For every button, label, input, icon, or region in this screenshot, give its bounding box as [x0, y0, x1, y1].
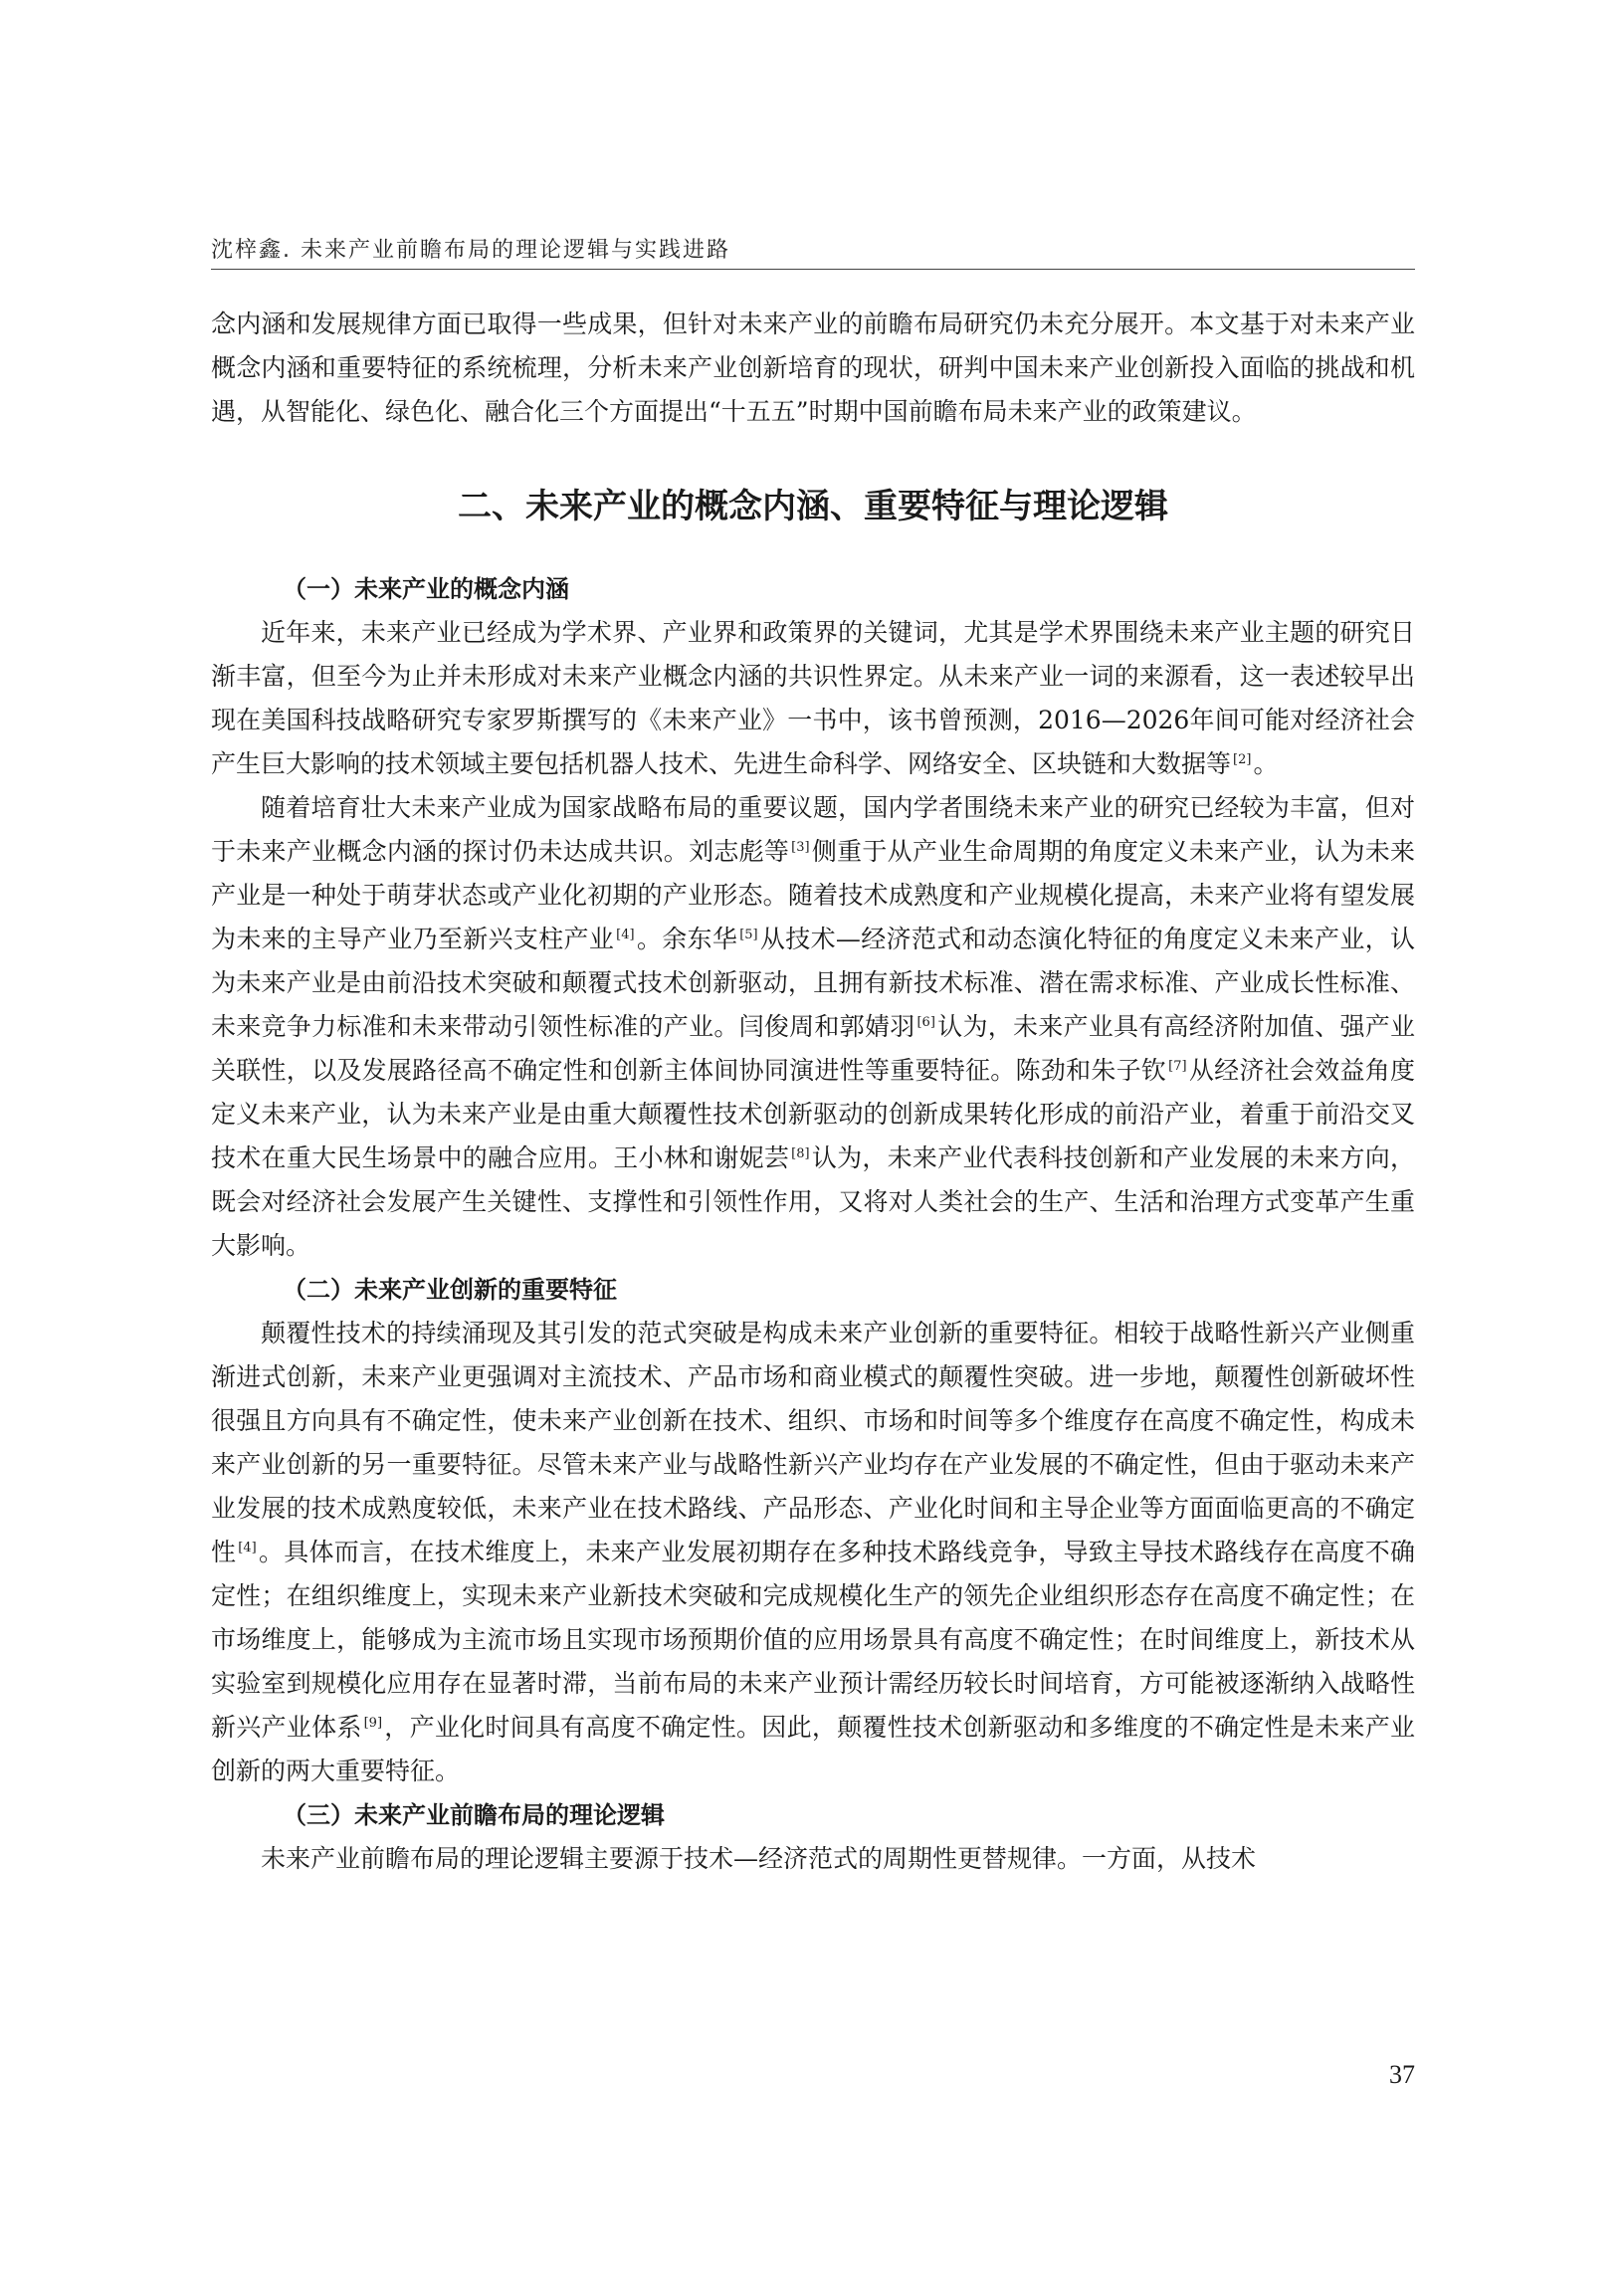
citation: [7]	[1168, 1058, 1187, 1074]
paragraph-features: 颠覆性技术的持续涌现及其引发的范式突破是构成未来产业创新的重要特征。相较于战略性新兴产业侧重渐进式创新，未来产业更强调对主流技术、产品市场和商业模式的颠覆性突破。进一步地，颠覆性创新破坏性很强且方向具有不确定性，使未来产业创新在技术、组织、市场和时间等多个维度存在高度不确定性，构成未来产业创新的另一重要特征。尽管未来产业与战略性新兴产业均存在产业发展的不确定性，但由于驱动未来产业发展的技术成熟度较低，未来产业在技术路线、产品形态、产业化时间和主导企业等方面面临更高的不确定性 [4]。具体而言，在技术维度上，未来产业发展初期存在多种技术路线竞争，导致主导技术路线存在高度不确定性；在组织维度上，实现未来产业新技术突破和完成规模化生产的领先企业组织形态存在高度不确定性；在市场维度上，能够成为主流市场且实现市场预期价值的应用场景具有高度不确定性；在时间维度上，新技术从实验室到规模化应用存在显著时滞，当前布局的未来产业预计需经历较长时间培育，方可能被逐渐纳入战略性新兴产业体系 [9]，产业化时间具有高度不确定性。因此，颠覆性技术创新驱动和多维度的不确定性是未来产业创新的两大重要特征。	[211, 1319, 1415, 1785]
citation: [2]	[1233, 751, 1252, 767]
paragraph-concept-2: 随着培育壮大未来产业成为国家战略布局的重要议题，国内学者围绕未来产业的研究已经较为丰富，但对于未来产业概念内涵的探讨仍未达成共识。刘志彪等 [3]侧重于从产业生命周期的角度定义未来产业，认为未来产业是一种处于萌芽状态或产业化初期的产业形态。随着技术成熟度和产业规模化提高，未来产业将有望发展为未来的主导产业乃至新兴支柱产业 [4]。余东华 [5]从技术—经济范式和动态演化特征的角度定义未来产业，认为未来产业是由前沿技术突破和颠覆式技术创新驱动，且拥有新技术标准、潜在需求标准、产业成长性标准、未来竞争力标准和未来带动引领性标准的产业。闫俊周和郭婧羽 [6]认为，未来产业具有高经济附加值、强产业关联性，以及发展路径高不确定性和创新主体间协同演进性等重要特征。陈劲和朱子钦 [7]从经济社会效益角度定义未来产业，认为未来产业是由重大颠覆性技术创新驱动的创新成果转化形成的前沿产业，着重于前沿交叉技术在重大民生场景中的融合应用。王小林和谢妮芸 [8]认为，未来产业代表科技创新和产业发展的未来方向，既会对经济社会发展产生关键性、支撑性和引领性作用，又将对人类社会的生产、生活和治理方式变革产生重大影响。	[211, 793, 1415, 1260]
intro-paragraph: 念内涵和发展规律方面已取得一些成果，但针对未来产业的前瞻布局研究仍未充分展开。本文基于对未来产业概念内涵和重要特征的系统梳理，分析未来产业创新培育的现状，研判中国未来产业创新投入面临的挑战和机遇，从智能化、绿色化、融合化三个方面提出“十五五”时期中国前瞻布局未来产业的政策建议。	[211, 310, 1415, 426]
section-title: 二、未来产业的概念内涵、重要特征与理论逻辑	[458, 487, 1168, 526]
page-body	[211, 303, 1415, 1881]
paragraph-logic: 未来产业前瞻布局的理论逻辑主要源于技术—经济范式的周期性更替规律。一方面，从技术	[261, 1844, 1257, 1873]
citation: [9]	[363, 1715, 383, 1731]
subsection-title-1: （一）未来产业的概念内涵	[283, 575, 569, 603]
running-head: 沈梓鑫. 未来产业前瞻布局的理论逻辑与实践进路	[211, 238, 730, 263]
subsection-title-3: （三）未来产业前瞻布局的理论逻辑	[283, 1801, 665, 1829]
citation: [3]	[791, 839, 810, 855]
header-rule	[211, 269, 1415, 270]
citation: [4]	[238, 1540, 257, 1555]
paragraph-concept-1: 近年来，未来产业已经成为学术界、产业界和政策界的关键词，尤其是学术界围绕未来产业主题的研究日渐丰富，但至今为止并未形成对未来产业概念内涵的共识性界定。从未来产业一词的来源看，这一表述较早出现在美国科技战略研究专家罗斯撰写的《未来产业》一书中，该书曾预测，2016—2026年间可能对经济社会产生巨大影响的技术领域主要包括机器人技术、先进生命科学、网络安全、区块链和大数据等 [2]。	[211, 618, 1415, 778]
subsection-title-2: （二）未来产业创新的重要特征	[283, 1276, 617, 1304]
citation: [4]	[616, 927, 635, 942]
page-number: 37	[1389, 2060, 1415, 2089]
citation: [5]	[739, 927, 758, 942]
citation: [8]	[791, 1145, 810, 1161]
citation: [6]	[916, 1014, 935, 1030]
